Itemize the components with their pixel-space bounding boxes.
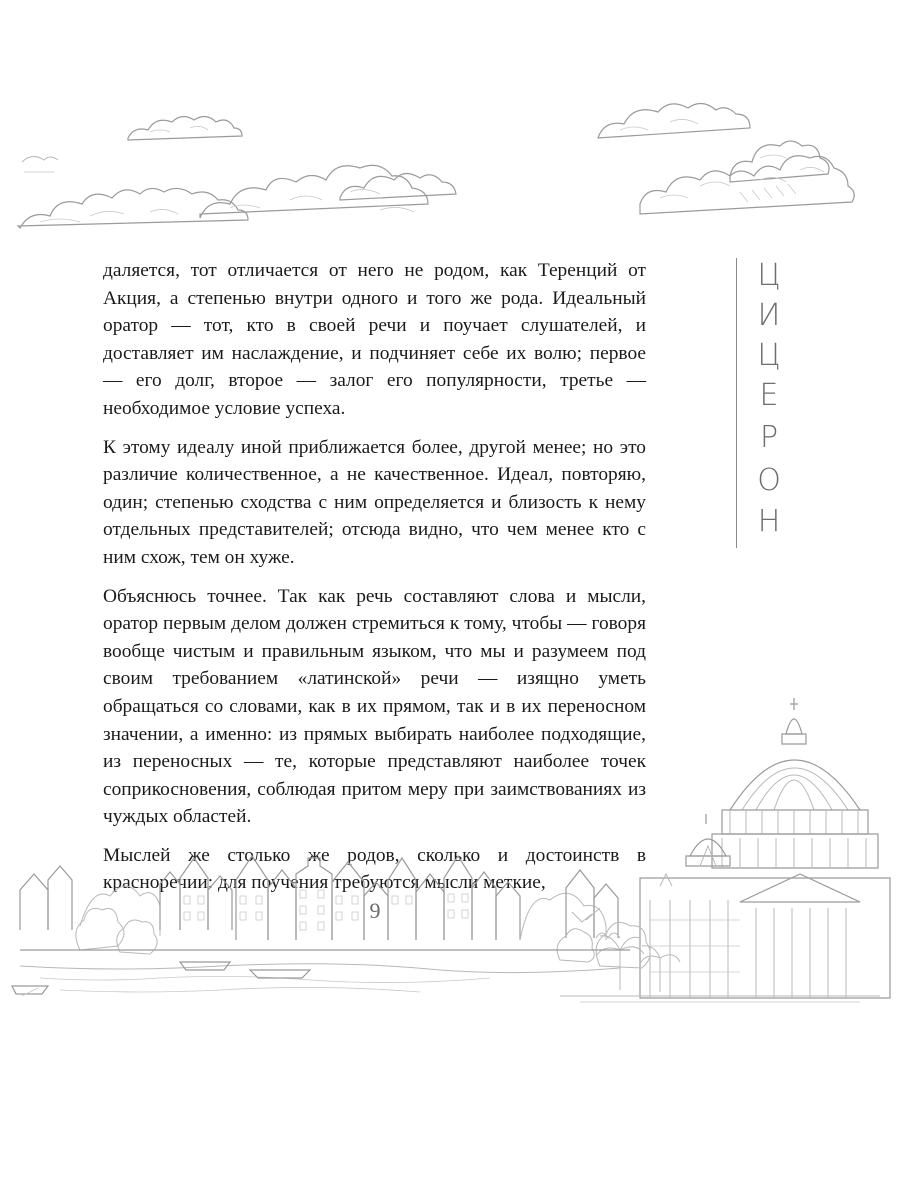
paragraph: Объяснюсь точнее. Так как речь составляют слова и мысли, оратор первым делом должен стремиться к тому, чтобы — говоря вообще чистым и правильным языком, что мы и разумеем под своим требованием «латинской» речи — изящно уметь обращаться со словами, как в их прямом, так и в их переносном значении, а именно: из прямых выбирать наиболее подходящие, из переносных — те, которые представляют наиболее точек соприкосновения, соблюдая притом меру при заимствованиях из чуждых областей. — [103, 585, 646, 828]
clouds-illustration — [0, 100, 900, 260]
page-number: 9 — [369, 898, 381, 923]
side-title-ciceron — [736, 258, 787, 548]
paragraph: Мыслей же столько же родов, сколько и достоинств в красноречии: для поучения требуются мысли меткие, — [103, 844, 646, 894]
paragraph: даляется, тот отличается от него не родом, как Теренций от Акция, а степенью внутри одного и того же рода. Идеальный оратор — тот, кто в своей речи и поучает слушателей, и доставляет им наслаждение, и подчиняет себе их волю; первое — его долг, второе — залог его популярности, третье — необходимое условие успеха. — [103, 260, 646, 419]
cityscape-illustration — [0, 690, 900, 1020]
side-title-letter: И — [757, 298, 781, 333]
side-title-letter: Ц — [757, 338, 781, 373]
side-title-letter: Р — [759, 420, 779, 455]
paragraph: К этому идеалу иной приближается более, другой менее; но это различие количественное, а не качественное. Идеал, повторяю, один; степенью сходства с ним определяется и близость к нему отдельных представителей; отсюда видно, что чем менее кто с ним схож, тем он хуже. — [103, 436, 646, 568]
side-title-letter: Е — [759, 378, 779, 413]
side-title-letter: Н — [757, 504, 781, 539]
side-title-letter: Ц — [757, 258, 781, 293]
side-title-letter: О — [757, 463, 781, 498]
